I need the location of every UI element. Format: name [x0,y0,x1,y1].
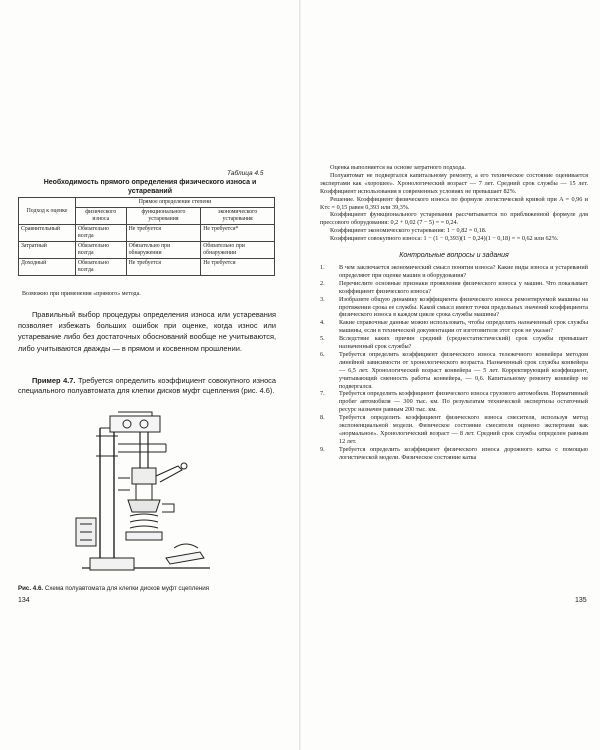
list-item [320,296,588,320]
question-text: Требуется определить коэффициент физического износа тележечного конвейера методом линейной зависимости от хронологического возраста. Назначенный срок службы конвейера — 6,5 лет. Хронологический возраст конвейера — 5 лет. Корректирующий коэффициент, учитывающий сменность работы конвейера, — 0,6. Капитальному ремонту конвейер не подвергался. [339,350,588,390]
question-text: Изобразите общую динамику коэффициента физического износа ремонтируемой машины на протяжении срока ее службы. Какой смысл имеют точки предельных значений коэффициента физического износа в каждом цикле срока службы машины? [339,295,588,319]
table-subheader-physical: физического износа [76,208,127,225]
table-caption: Таблица 4.5 [227,170,264,177]
question-number: 8. [320,414,325,422]
table-cell: Обязательно при обнаружении [201,242,275,259]
page-number-right: 135 [575,597,587,604]
list-item [320,335,588,351]
left-page [0,0,299,750]
question-number: 3. [320,295,325,303]
table-cell: Не требуется [126,225,201,242]
wear-table [18,197,275,276]
list-item [320,390,588,414]
solution-paragraph: Коэффициент функционального устаревания рассчитывается по приближенной формуле для прессового оборудования: 0,2 + 0,02 (7 − 5) = = 0,24. [320,211,588,227]
list-item [320,446,588,462]
solution-paragraph: Решение. Коэффициент физического износа по формуле логистической кривой при A = 0,96 и Kтс = 0,15 равен 0,393 или 39,3%. [320,195,588,211]
list-item [320,280,588,296]
table-cell: Сравнительный [19,225,76,242]
table-cell: Обязательно всегда [76,225,127,242]
machine-drawing [70,408,230,580]
figure-caption-text: Схема полуавтомата для клепки дисков муфт сцепления [43,585,210,592]
table-cell: Не требуется [126,259,201,276]
question-number: 2. [320,279,325,287]
page-number-left: 134 [18,597,30,604]
question-number: 9. [320,445,325,453]
paragraph-procedure: Правильный выбор процедуры определения износа или устаревания позволяет избежать больших ошибок при оценке, когда износ или устаревание либо без достаточных обоснований вообще не учитываются, либо учитываются дважды — в прямом и косвенном прошлении. [18,310,276,353]
question-text: Требуется определить коэффициент физического износа дорожного катка с помощью логистической модели. Физическое состояние катка [339,445,588,461]
table-subheader-functional: функционального устаревания [126,208,201,225]
question-number: 6. [320,350,325,358]
table-header-approach: Подход к оценке [19,198,76,225]
example-text: Требуется определить коэффициент совокупного износа специального полуавтомата для клепки дисков муфт сцепления (рис. 4.6). [18,376,276,396]
table-title: Необходимость прямого определения физического износа и устареваний [43,179,257,195]
questions-list [320,264,588,462]
table-note: Возможно при применения «прямого» метода. [22,291,141,297]
question-number: 5. [320,335,325,343]
example-paragraph [18,376,276,396]
solution-paragraph: Коэффициент совокупного износа: 1 − (1 − 0,393)(1 − 0,24)(1 − 0,18) = = 0,62 или 62%. [330,235,559,243]
table-cell: Обязательно всегда [76,242,127,259]
question-text: Требуется определить коэффициент физического износа смесителя, используя метод экспоненциальной модели. Физическое состояние смесителя оценено экспертами как «нормальное». Хронологический возраст — 8 лет. Средний срок службы определен равным 12 лет. [339,414,588,445]
question-text: В чем заключается экономический смысл понятия износа? Какие виды износа и устареваний определяют при оценке машин и оборудования? [339,263,588,279]
question-number: 1. [320,263,325,271]
intro-paragraph: Полуавтомат не подвергался капитальному ремонту, а его техническое состояние оценивается экспертами как «хорошее». Хронологический возраст — 7 лет. Средний срок службы — 15 лет. Коэффициент использования в современных условиях не превышает 82%. [320,171,588,195]
table-cell: Не требуется* [201,225,275,242]
intro-paragraph: Оценка выполняется на основе затратного подхода. [330,164,466,171]
table-row [19,259,275,276]
list-item [320,414,588,446]
question-text: Вследствие каких причин средний (среднестатистический) срок службы превышает назначенный срок службы? [339,335,588,351]
section-title: Контрольные вопросы и задания [399,252,509,260]
list-item [320,264,588,280]
question-text: Какие справочные данные можно использовать, чтобы определить назначенный срок службы машины, если в технической документации от изготовителя этот срок не указан? [339,319,588,335]
table-cell: Доходный [19,259,76,276]
table-subheader-economic: экономического устаревания [201,208,275,225]
table-header-group: Прямое определение степени [76,198,275,208]
right-page-text [320,164,588,462]
solution-paragraph: Коэффициент экономического устаревания: 1 − 0,82 = 0,18. [330,227,487,235]
table-row [19,225,275,242]
example-label: Пример 4.7. [32,376,76,385]
question-number: 7. [320,390,325,398]
figure-caption [18,585,283,592]
table-cell: Затратный [19,242,76,259]
table-row [19,242,275,259]
table-cell: Обязательно при обнаружении [126,242,201,259]
list-item [320,319,588,335]
list-item [320,351,588,391]
question-number: 4. [320,319,325,327]
figure-label: Рис. 4.6. [18,585,44,592]
table-cell: Обязательно всегда [76,259,127,276]
question-text: Перечислите основные признаки проявления физического износа у машин. Что показывает коэффициент физического износа? [339,279,588,295]
question-text: Требуется определить коэффициент физического износа грузового автомобиля. Нормативный пробег автомобиля — 300 тыс. км. По результатам технической экспертизы остаточный ресурс назначен равным 200 тыс. км. [339,390,588,414]
table-cell: Не требуется [201,259,275,276]
